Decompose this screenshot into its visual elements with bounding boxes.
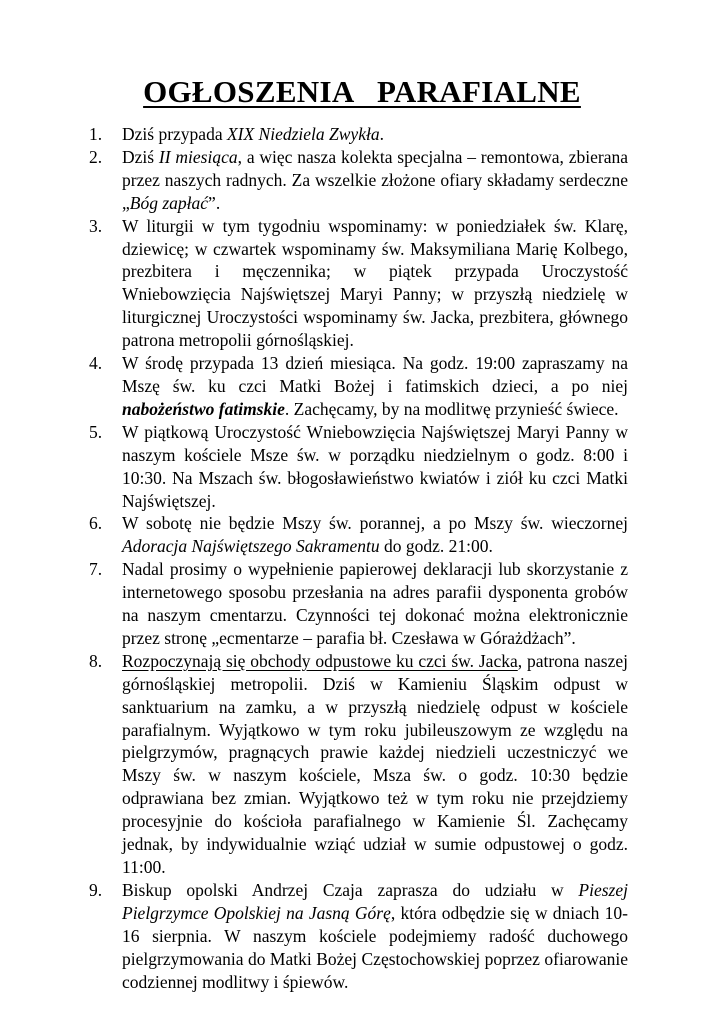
italic-text-segment: II miesiąca xyxy=(158,146,238,167)
announcement-item-5 xyxy=(89,421,628,513)
bold-italic-text-segment: nabożeństwo fatimskie xyxy=(122,398,285,419)
italic-text-segment: Pieszej Pielgrzymce Opolskiej na Jasną Górę xyxy=(122,879,628,923)
page-title: OGŁOSZENIA PARAFIALNE xyxy=(143,74,581,109)
item-text xyxy=(122,216,628,351)
item-number: 9. xyxy=(89,879,103,900)
item-number: 8. xyxy=(89,650,103,671)
text-segment: , która odbędzie się w dniach 10-16 sierpnia. W naszym kościele podejmiemy radość duchowego pielgrzymowania do Matki Bożej Częstochowskiej poprzez ofiarowanie codziennej modlitwy i śpiewów. xyxy=(122,902,628,992)
item-number: 3. xyxy=(89,215,103,236)
item-number: 4. xyxy=(89,353,103,374)
underlined-text-segment: Rozpoczynają się obchody odpustowe ku czci św. Jacka xyxy=(122,650,518,671)
announcement-item-4 xyxy=(89,352,628,421)
italic-text-segment: XIX Niedziela Zwykła xyxy=(226,124,380,144)
item-number: 5. xyxy=(89,421,103,442)
item-number: 2. xyxy=(89,146,103,167)
announcement-item-7 xyxy=(89,558,628,650)
italic-text-segment: Adoracja Najświętszego Sakramentu xyxy=(122,536,380,557)
text-segment: W liturgii w tym tygodniu wspominamy: w poniedziałek św. Klarę, dziewicę; w czwartek wspominamy św. Maksymiliana Marię Kolbego, prezbitera i męczennika; w piątek przypada Uroczystość Wniebowzięcia Najświętszej Maryi Panny; w przyszłą niedzielę w liturgicznej Uroczystości wspominamy św. Jacka, prezbitera, głównego patrona metropolii górnośląskiej. xyxy=(122,215,628,351)
item-number: 7. xyxy=(89,559,103,580)
item-number: 6. xyxy=(89,513,103,534)
text-segment: , a więc nasza kolekta specjalna – remontowa, zbierana przez naszych radnych. Za wszelkie złożone ofiary składamy serdeczne „ xyxy=(122,146,628,213)
italic-text-segment: Bóg zapłać xyxy=(129,192,209,213)
announcement-item-1 xyxy=(89,123,628,146)
announcements-list xyxy=(89,123,628,993)
announcement-item-2 xyxy=(89,146,628,215)
text-segment: Dziś przypada xyxy=(122,124,227,144)
announcement-item-3 xyxy=(89,215,628,352)
item-text xyxy=(122,513,628,556)
item-text xyxy=(122,353,628,419)
announcement-item-6 xyxy=(89,512,628,558)
announcement-item-8 xyxy=(89,650,628,879)
item-text xyxy=(122,559,628,648)
item-text xyxy=(122,880,628,992)
item-text xyxy=(122,124,384,144)
item-text xyxy=(122,147,628,213)
text-segment: . Zachęcamy, by na modlitwę przynieść świece. xyxy=(284,398,619,419)
text-segment: Biskup opolski Andrzej Czaja zaprasza do udziału w xyxy=(122,879,579,900)
announcement-item-9 xyxy=(89,879,628,994)
item-text xyxy=(122,422,628,511)
text-segment: W środę przypada 13 dzień miesiąca. Na godz. 19:00 zapraszamy na Mszę św. ku czci Matki Bożej i fatimskich dzieci, a po niej xyxy=(122,353,628,396)
text-segment: do godz. 21:00. xyxy=(379,536,493,557)
text-segment: W piątkową Uroczystość Wniebowzięcia Najświętszej Maryi Panny w naszym kościele Msze św. w porządku niedzielnym o godz. 8:00 i 10:30. Na Mszach św. błogosławieństwo kwiatów i ziół ku czci Matki Najświętszej. xyxy=(122,421,628,511)
text-segment: Dziś xyxy=(122,146,159,167)
text-segment: , patrona naszej górnośląskiej metropolii. Dziś w Kamieniu Śląskim odpust w sanktuarium na zamku, a w przyszłą niedzielę odpust w kościele parafialnym. Wyjątkowo w tym roku jubileuszowym ze względu na pielgrzymów, pragnących prawie każdej niedzieli uczestniczyć we Mszy św. w naszym kościele, Msza św. o godz. 10:30 będzie odprawiana bez zmian. Wyjątkowo też w tym roku nie przejdziemy procesyjnie do kościoła parafialnego w Kamienie Śl. Zachęcamy jednak, by indywidualnie wziąć udział w sumie odpustowej o godz. 11:00. xyxy=(122,650,629,877)
text-segment: ”. xyxy=(208,192,221,213)
item-text xyxy=(122,651,628,877)
text-segment: . xyxy=(379,124,384,144)
item-number: 1. xyxy=(89,124,103,144)
text-segment: Nadal prosimy o wypełnienie papierowej deklaracji lub skorzystanie z internetowego sposobu przesłania na adres parafii dysponenta grobów na naszym cmentarzu. Czynności tej dokonać można elektronicznie przez stronę „ecmentarze – parafia bł. Czesława w Górażdżach”. xyxy=(122,559,628,648)
text-segment: W sobotę nie będzie Mszy św. porannej, a po Mszy św. wieczornej xyxy=(122,513,628,534)
